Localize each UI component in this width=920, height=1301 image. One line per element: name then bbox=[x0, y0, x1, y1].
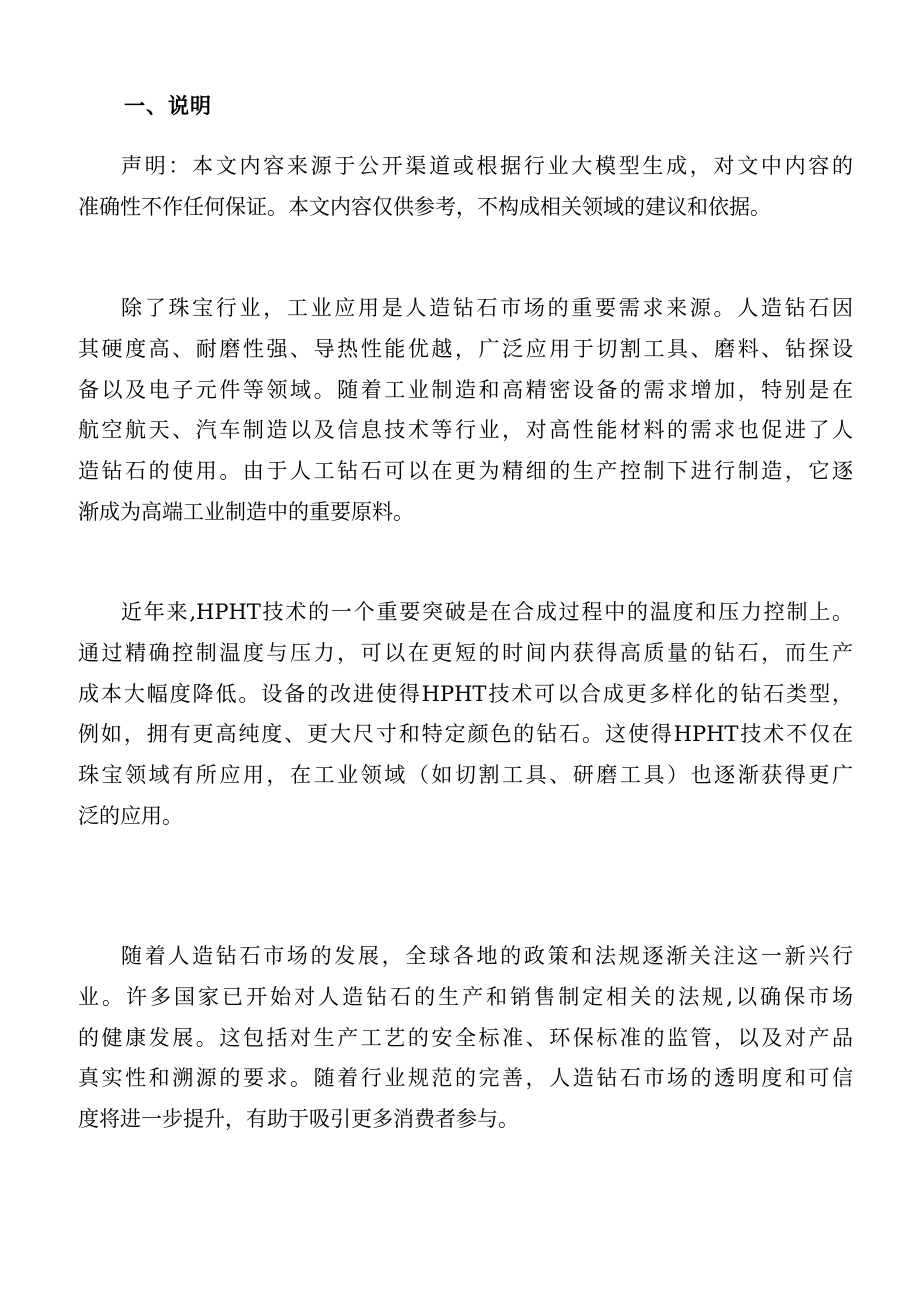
paragraph-line: 声明：本文内容来源于公开渠道或根据行业大模型生成，对文中内容的 bbox=[121, 154, 853, 178]
paragraph-hpht-technology bbox=[78, 592, 853, 837]
paragraph-industrial-demand bbox=[78, 288, 853, 533]
paragraph-line: 业。许多国家已开始对人造钻石的生产和销售制定相关的法规,以确保市场 bbox=[78, 984, 853, 1009]
paragraph-line: 渐成为高端工业制造中的重要原料。 bbox=[78, 499, 414, 524]
paragraph-line: 近年来,HPHT技术的一个重要突破是在合成过程中的温度和压力控制上。 bbox=[121, 600, 853, 624]
paragraph-disclaimer bbox=[78, 146, 853, 228]
paragraph-line: 的健康发展。这包括对生产工艺的安全标准、环保标准的监管，以及对产品 bbox=[78, 1025, 853, 1050]
paragraph-line: 真实性和溯源的要求。随着行业规范的完善，人造钻石市场的透明度和可信 bbox=[78, 1066, 853, 1091]
paragraph-line: 除了珠宝行业，工业应用是人造钻石市场的重要需求来源。人造钻石因 bbox=[121, 296, 853, 320]
paragraph-line: 备以及电子元件等领域。随着工业制造和高精密设备的需求增加，特别是在 bbox=[78, 377, 853, 402]
paragraph-line: 泛的应用。 bbox=[78, 803, 183, 828]
paragraph-line: 度将进一步提升，有助于吸引更多消费者参与。 bbox=[78, 1107, 519, 1132]
paragraph-line: 其硬度高、耐磨性强、导热性能优越，广泛应用于切割工具、磨料、钻探设 bbox=[78, 336, 853, 361]
paragraph-line: 通过精确控制温度与压力，可以在更短的时间内获得高质量的钻石，而生产 bbox=[78, 640, 853, 665]
paragraph-line: 航空航天、汽车制造以及信息技术等行业，对高性能材料的需求也促进了人 bbox=[78, 418, 853, 443]
paragraph-line: 随着人造钻石市场的发展，全球各地的政策和法规逐渐关注这一新兴行 bbox=[121, 944, 853, 968]
paragraph-line: 成本大幅度降低。设备的改进使得HPHT技术可以合成更多样化的钻石类型， bbox=[78, 681, 853, 706]
paragraph-line: 珠宝领域有所应用，在工业领域（如切割工具、研磨工具）也逐渐获得更广 bbox=[78, 763, 853, 788]
paragraph-line: 造钻石的使用。由于人工钻石可以在更为精细的生产控制下进行制造，它逐 bbox=[78, 459, 853, 484]
paragraph-line: 准确性不作任何保证。本文内容仅供参考，不构成相关领域的建议和依据。 bbox=[78, 194, 771, 219]
section-heading: 一、说明 bbox=[124, 93, 212, 118]
paragraph-policy-regulation bbox=[78, 936, 853, 1140]
paragraph-line: 例如，拥有更高纯度、更大尺寸和特定颜色的钻石。这使得HPHT技术不仅在 bbox=[78, 722, 853, 747]
